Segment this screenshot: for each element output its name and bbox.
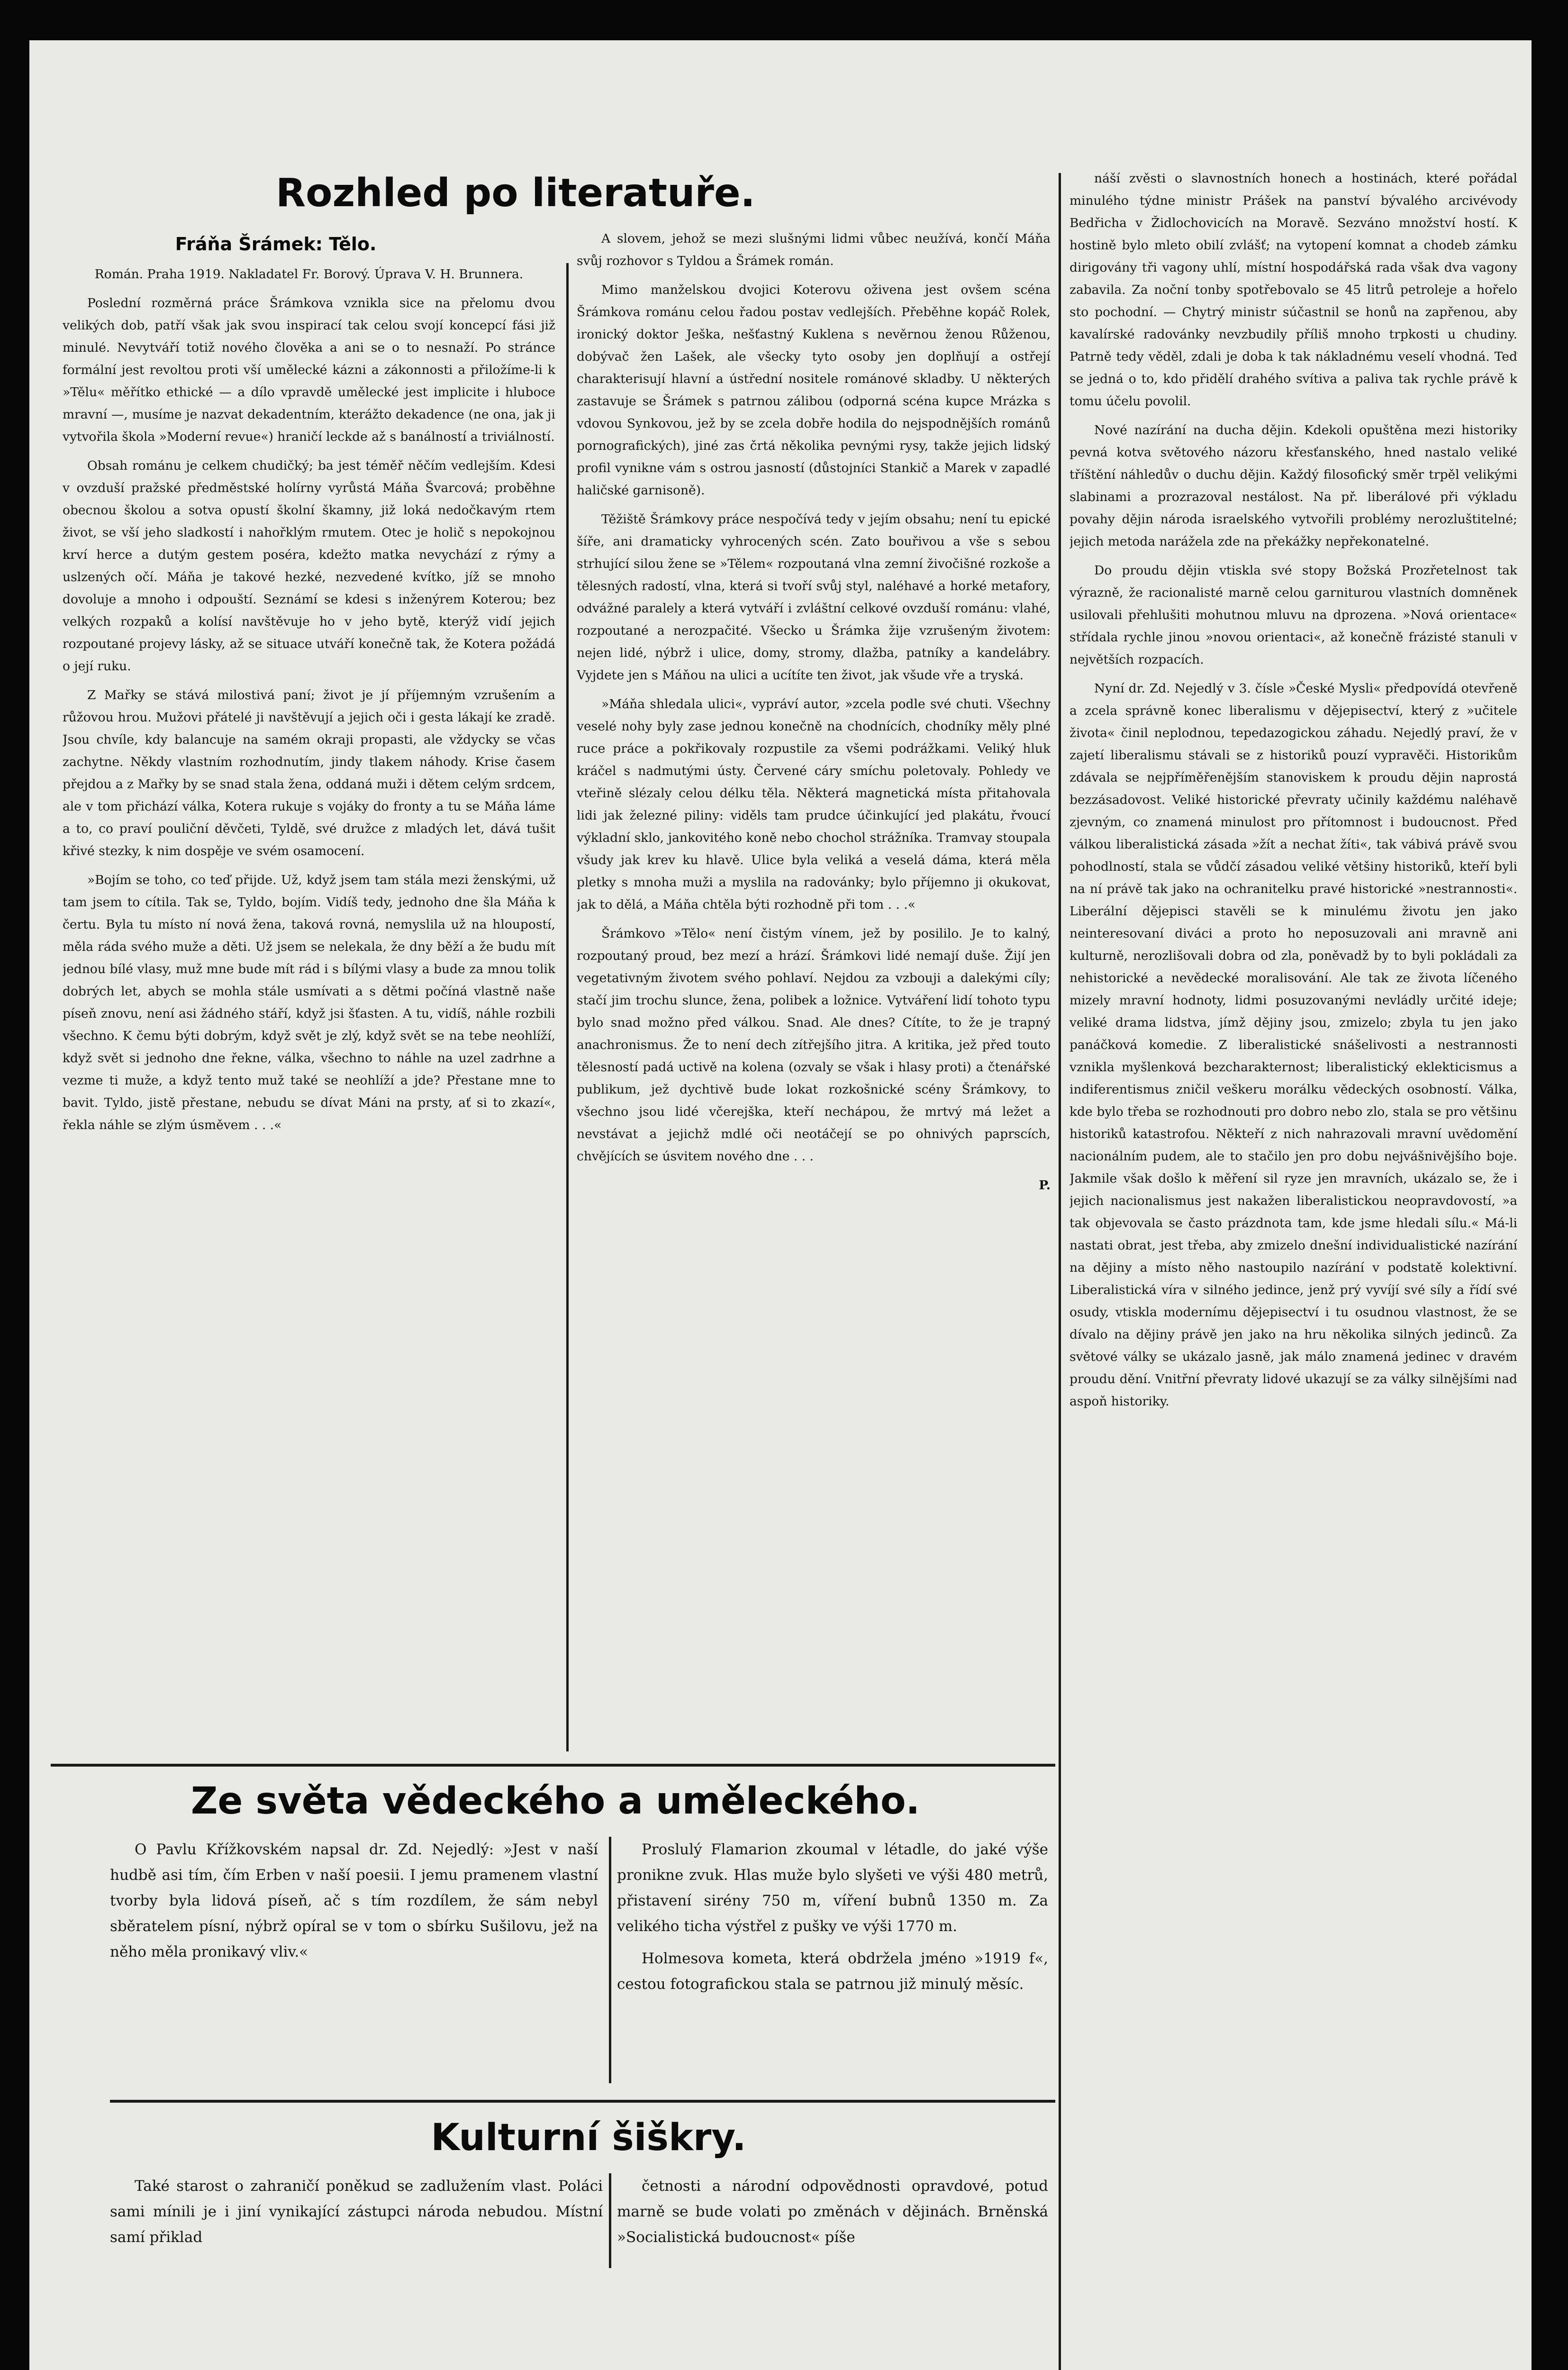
news-paragraph: Nyní dr. Zd. Nejedlý v 3. čísle »České Mysli« předpovídá otevřeně a zcela správně konec liberalismu v dějepisectví, který z »učitele života« činil neplodnou, tepedazogickou záhadu. Nejedlý praví, že v zajetí liberalismu stávali se z historiků pouzí vypravěči. Historikům zdávala se nejpříměřenějším stanoviskem k proudu dějin naprostá bezzásadovost. Veliké historické převraty učinily každému naléhavě zjevným, co znamená minulost pro přítomnost i budoucnost. Před válkou liberalistická zásada »žít a nechat žíti«, tak vábivá právě svou pohodlností, stala se vůdčí zásadou veliké většiny historiků, kteří byli na ní právě tak jako na ochranitelku pravé historické »nestrannosti«. Liberální dějepisci stavěli se k minulému životu jen jako neinteresovaní diváci a proto ho neposuzovali ani mravně ani kulturně, nerozlišovali dobra od zla, poněvadž by to byli pokládali za nehistorické a nevědecké moralisování. Ale tak ze života líčeného mizely mravní hodnoty, lidmi posuzovanými nevládly určité ideje; veliké drama lidstva, jímž dějiny jsou, zmizelo; zbyla tu jen jako panáčková komedie. Z liberalistické snášelivosti a nestrannosti vznikla myšlenková bezcharakternost; liberalistický eklekticismus a indiferentismus zničil veškeru morálku vědeckých osobností. Válka, kde bylo třeba se rozhodnouti pro dobro nebo zlo, stala se pro většinu historiků katastrofou. Někteří z nich nahrazovali mravní uvědomění nacionálním pudem, ale to stačilo jen pro dobu nejvášnivějšího boje. Jakmile však došlo k měření sil ryze jen mravních, ukázalo se, že i jejich nacionalismus jest nakažen liberalistickou neopravdovostí, »a tak objevovala se často prázdnota tam, kde jsme hledali sílu.« Má-li nastati obrat, jest třeba, aby zmizelo dnešní individualistické nazírání na dějiny a místo něho nastoupilo nazírání v podstatě kolektivní. Liberalistická víra v silného jedince, jenž prý vyvíjí své síly a řídí své osudy, vtiskla modernímu dějepisectví i tu osudnou vlastnost, že se dívalo na dějiny právě jen jako na hru několika silných jedinců. Za světové války se ukázalo jasně, jak málo znamená jedinec v dravém proudu dění. Vnitřní převraty lidové ukazují se za války silnějšími nad aspoň historiky. <box>1070 681 1517 1409</box>
review-paragraph: »Máňa shledala ulici«, vypráví autor, »zcela podle své chuti. Všechny veselé nohy byly zase jednou konečně na chodnících, chodníky měly plné ruce práce a pokřikovaly rozpustile za všemi podrážkami. Veliký hluk kráčel s nadmutými ústy. Červené cáry smíchu poletovaly. Pohledy ve vteřině slézaly celou délku těla. Některá magnetická místa přitahovala lidi jak železné piliny: viděls tam prudce účinkující jed plakátu, řvoucí výkladní sklo, jankovitého koně nebo chochol strážníka. Tramvay stoupala všudy jak krev ku hlavě. Ulice byla veliká a veselá dáma, která měla pletky s mnoha muži a myslila na radovánky; bylo příjemno ji okukovat, jak to dělá, a Máňa chtěla býti rozhodně při tom . . .« <box>577 697 1051 912</box>
review-paragraph: Z Mařky se stává milostivá paní; život je jí příjemným vzrušením a růžovou hrou. Mužovi přátelé ji navštěvují a jejich oči i gesta lákají ke zradě. Jsou chvíle, kdy balancuje na samém okraji propasti, ale vždycky se včas zachytne. Někdy vlastním rozhodnutím, jindy tlakem náhody. Krise časem přejdou a z Mařky by se snad stala žena, oddaná muži i dětem celým srdcem, ale v tom přichází válka, Kotera rukuje s vojáky do fronty a tu se Máňa láme a to, co praví pouliční děvčeti, Tyldě, své družce z mladých let, dává tušit křivé stezky, k nim dospěje ve svém osamocení. <box>63 688 555 858</box>
news-paragraph: četnosti a národní odpovědnosti opravdové, potud marně se bude volati po změnách v dějinách. Brněnská »Socialistická budoucnost« píše <box>617 2178 1048 2246</box>
news-paragraph: náší zvěsti o slavnostních honech a hostinách, které pořádal minulého týdne ministr Prášek na panství bývalého arcivévody Bedřicha v Židlochovicích na Moravě. Sezváno množství hostí. K hostině bylo mleto obilí zvlášť; na vytopení komnat a chodeb zámku dirigovány tři vagony uhlí, místní hospodářská rada však dva vagony zabavila. Za noční tonby spotřebovalo se 45 litrů petroleje a hořelo sto pochodní. — Chytrý ministr súčastnil se honů na zapřenou, aby kavalírské radovánky nevzbudily příliš mnoho trpkosti u chudiny. Patrně tedy věděl, zdali je doba k tak nákladnému veselí vhodná. Teď se jedná o to, kdo přidělí drahého svítiva a paliva tak rychle právě k tomu účelu povolil. <box>1070 171 1517 409</box>
review-byline: Fráňa Šrámek: Tělo. <box>175 234 377 255</box>
news-paragraph: Proslulý Flamarion zkoumal v létadle, do jaké výše pronikne zvuk. Hlas muže bylo slyšeti ve výši 480 metrů, přistavení sirény 750 m, víření bubnů 1350 m. Za velikého ticha výstřel z pušky ve výši 1770 m. <box>617 1841 1048 1935</box>
news-paragraph: Holmesova kometa, která obdržela jméno »1919 f«, cestou fotografickou stala se patrnou již minulý měsíc. <box>617 1950 1048 1993</box>
news-paragraph: Do proudu dějin vtiskla své stopy Božská Prozřetelnost tak výrazně, že racionalisté marně celou garniturou vlastních domněnek usilovali přehlušiti mohutnou mluvu na dprozena. »Nová orientace« střídala rychle jinou »novou orientaci«, až konečně frázisté stanuli v největších rozpacích. <box>1070 563 1517 667</box>
column-divider <box>566 263 569 1751</box>
rozhled-column-2 <box>577 228 1051 1756</box>
news-paragraph: Nové nazírání na ducha dějin. Kdekoli opuštěna mezi historiky pevná kotva světového názoru křesťanského, hned nastalo veliké tříštění náhledův o duchu dějin. Každý filosofický směr trpěl velikými slabinami a prozrazoval nestálost. Na př. liberálové při výkladu povahy dějin národa israelského vytvořili problémy nerozluštitelné; jejich metoda narážela zde na překážky nepřekonatelné. <box>1070 423 1517 549</box>
section-title-ze-sveta: Ze světa vědeckého a uměleckého. <box>190 1780 920 1823</box>
ze-sveta-right <box>617 1837 1048 2102</box>
ze-sveta-left <box>110 1837 598 2102</box>
horizontal-divider <box>110 2100 1055 2103</box>
review-paragraph: Těžiště Šrámkovy práce nespočívá tedy v jejím obsahu; není tu epické šíře, ani dramaticky vyhrocených scén. Zato bouřivou a vše s sebou strhující silou žene se »Tělem« rozpoutaná vlna zemní živočišné rozkoše a tělesných radostí, vlna, která si tvoří svůj styl, naléhavé a horké metafory, odvážné paralely a která vytváří i zvláštní celkové ovzduší románu: vlahé, rozpoutané a nerozpačité. Všecko u Šrámka žije vzrušeným životem: nejen lidé, nýbrž i ulice, domy, stromy, dlažba, patníky a kandelábry. Vyjdete jen s Máňou na ulici a ucítíte ten život, jak všude vře a tryská. <box>577 512 1051 683</box>
section-title-kulturni: Kulturní šiškry. <box>431 2116 746 2159</box>
kulturni-left <box>110 2173 603 2273</box>
rozhled-column-1 <box>63 263 555 1761</box>
column-divider <box>1059 173 1061 2370</box>
section-title-rozhled: Rozhled po literatuře. <box>276 171 755 216</box>
news-paragraph: Také starost o zahraničí poněkud se zadlužením vlast. Poláci sami mínili je i jiní vynikající zástupci národa nebudou. Místní samí přiklad <box>110 2178 603 2246</box>
news-column-3 <box>1070 167 1517 2370</box>
review-signature: P. <box>1039 1178 1051 1193</box>
horizontal-divider <box>51 1764 1055 1767</box>
review-paragraph: Poslední rozměrná práce Šrámkova vznikla sice na přelomu dvou velikých dob, patří však jak svou inspirací tak celou svojí koncepcí fási již minulé. Nevytváří totiž nového člověka a ani se o to nesnaží. Po stránce formální jest revoltou proti vší umělecké kázni a zákonnosti a přiložíme-li k »Tělu« měřítko ethické — a dílo vpravdě umělecké jest implicite i hluboce mravní —, musíme je nazvat dekadentním, kterážto dekadence (ne ona, jak ji vytvořila škola »Moderní revue«) hraničí leckde až s banálností a triviálností. <box>63 296 555 444</box>
column-divider <box>609 1837 611 2083</box>
review-paragraph: Obsah románu je celkem chudičký; ba jest téměř něčím vedlejším. Kdesi v ovzduší pražské předměstské holírny vyrůstá Máňa Švarcová; proběhne obecnou školou a sotva opustí školní škamny, již loká nedočkavým rtem život, se vší jeho sladkostí i nahořklým rmutem. Otec je holič s nepokojnou krví herce a dutým gestem poséra, kdežto matka nevychází z rýmy a uslzených očí. Máňa je takové hezké, nezvedené kvítko, jíž se mnoho dovoluje a mnoho i odpouští. Seznámí se kdesi s inženýrem Koterou; bez velkých rozpaků a kolísí navštěvuje ho v jeho bytě, kterýž vidí jejich rozpoutané projevy lásky, až se situace utváří konečně tak, že Kotera požádá o její ruku. <box>63 458 555 674</box>
review-biblio: Román. Praha 1919. Nakladatel Fr. Borový. Úprava V. H. Brunnera. <box>94 267 524 282</box>
newspaper-page <box>29 40 1532 2370</box>
news-paragraph: O Pavlu Křížkovském napsal dr. Zd. Nejedlý: »Jest v naší hudbě asi tím, čím Erben v naší poesii. I jemu pramenem vlastní tvorby byla lidová píseň, ač s tím rozdílem, že sám nebyl sběratelem písní, nýbrž opíral se v tom o sbírku Sušilovu, jež na něho měla pronikavý vliv.« <box>110 1841 598 1960</box>
review-paragraph: »Bojím se toho, co teď přijde. Už, když jsem tam stála mezi ženskými, už tam jsem to cítila. Tak se, Tyldo, bojím. Vidíš tedy, jednoho dne šla Máňa k čertu. Byla tu místo ní nová žena, taková rovná, nemyslila už na hloupostí, měla ráda svého muže a děti. Už jsem se nelekala, že dny běží a že budu mít jednou bílé vlasy, muž mne bude mít rád i s bílými vlasy a bude za mnou tolik dobrých let, abych se mohla stále usmívati a s dětmi počíná vlastně naše píseň znovu, není asi žádného stáří, když jsi šťasten. A tu, vidíš, náhle rozbili všechno. K čemu býti dobrým, když svět je zlý, když svět se na tebe neohlíží, když svět si jednoho dne řekne, válka, všechno to náhle na uzel zadrhne a vezme ti muže, a když tento muž také se neohlíží a jde? Přestane mne to bavit. Tyldo, jistě přestane, nebudu se dívat Máni na prsty, ať si to zkazí«, řekla náhle se zlým úsměvem . . .« <box>63 873 555 1132</box>
column-divider <box>609 2173 611 2268</box>
review-paragraph: Šrámkovo »Tělo« není čistým vínem, jež by posililo. Je to kalný, rozpoutaný proud, bez mezí a hrází. Šrámkovi lidé nemají duše. Žijí jen vegetativným životem svého pohlaví. Nejdou za vzbouji a dalekými cíly; stačí jim trochu slunce, žena, polibek a ložnice. Vytváření lidí tohoto typu bylo snad možno před válkou. Snad. Ale dnes? Cítíte, to že je trapný anachronismus. Že to není dech zítřejšího jitra. A kritika, jež před touto tělesností padá uctivě na kolena (ozvaly se však i hlasy proti) a čtenářské publikum, jež dychtivě bude lokat rozkošnické scény Šrámkovy, to všechno jsou lidé včerejška, kteří nechápou, že mrtvý má ležet a nevstávat a jejichž mdlé oči neotáčejí se po ohnivých paprscích, chvějících se úsvitem nového dne . . . <box>577 926 1051 1164</box>
review-paragraph: A slovem, jehož se mezi slušnými lidmi vůbec neužívá, končí Máňa svůj rozhovor s Tyldou a Šrámek román. <box>577 231 1051 268</box>
review-paragraph: Mimo manželskou dvojici Koterovu oživena jest ovšem scéna Šrámkova románu celou řadou postav vedlejších. Přeběhne kopáč Rolek, ironický doktor Ješka, nešťastný Kuklena s nevěrnou ženou Růženou, dobývač žen Lašek, ale všecky tyto osoby jen doplňují a ostřejí charakterisují hlavní a ústřední nositele románové skladby. U některých zastavuje se Šrámek s patrnou zálibou (odporná scéna kupce Mrázka s vdovou Synkovou, jež by se zcela dobře hodila do nejspodnějších románů pornografických), jiné zas črtá několika pevnými rysy, takže jejich lidský profil vynikne vám s ostrou jasností (důstojníci Stankič a Marek v zapadlé haličské garnisoně). <box>577 283 1051 498</box>
kulturni-right <box>617 2173 1048 2273</box>
